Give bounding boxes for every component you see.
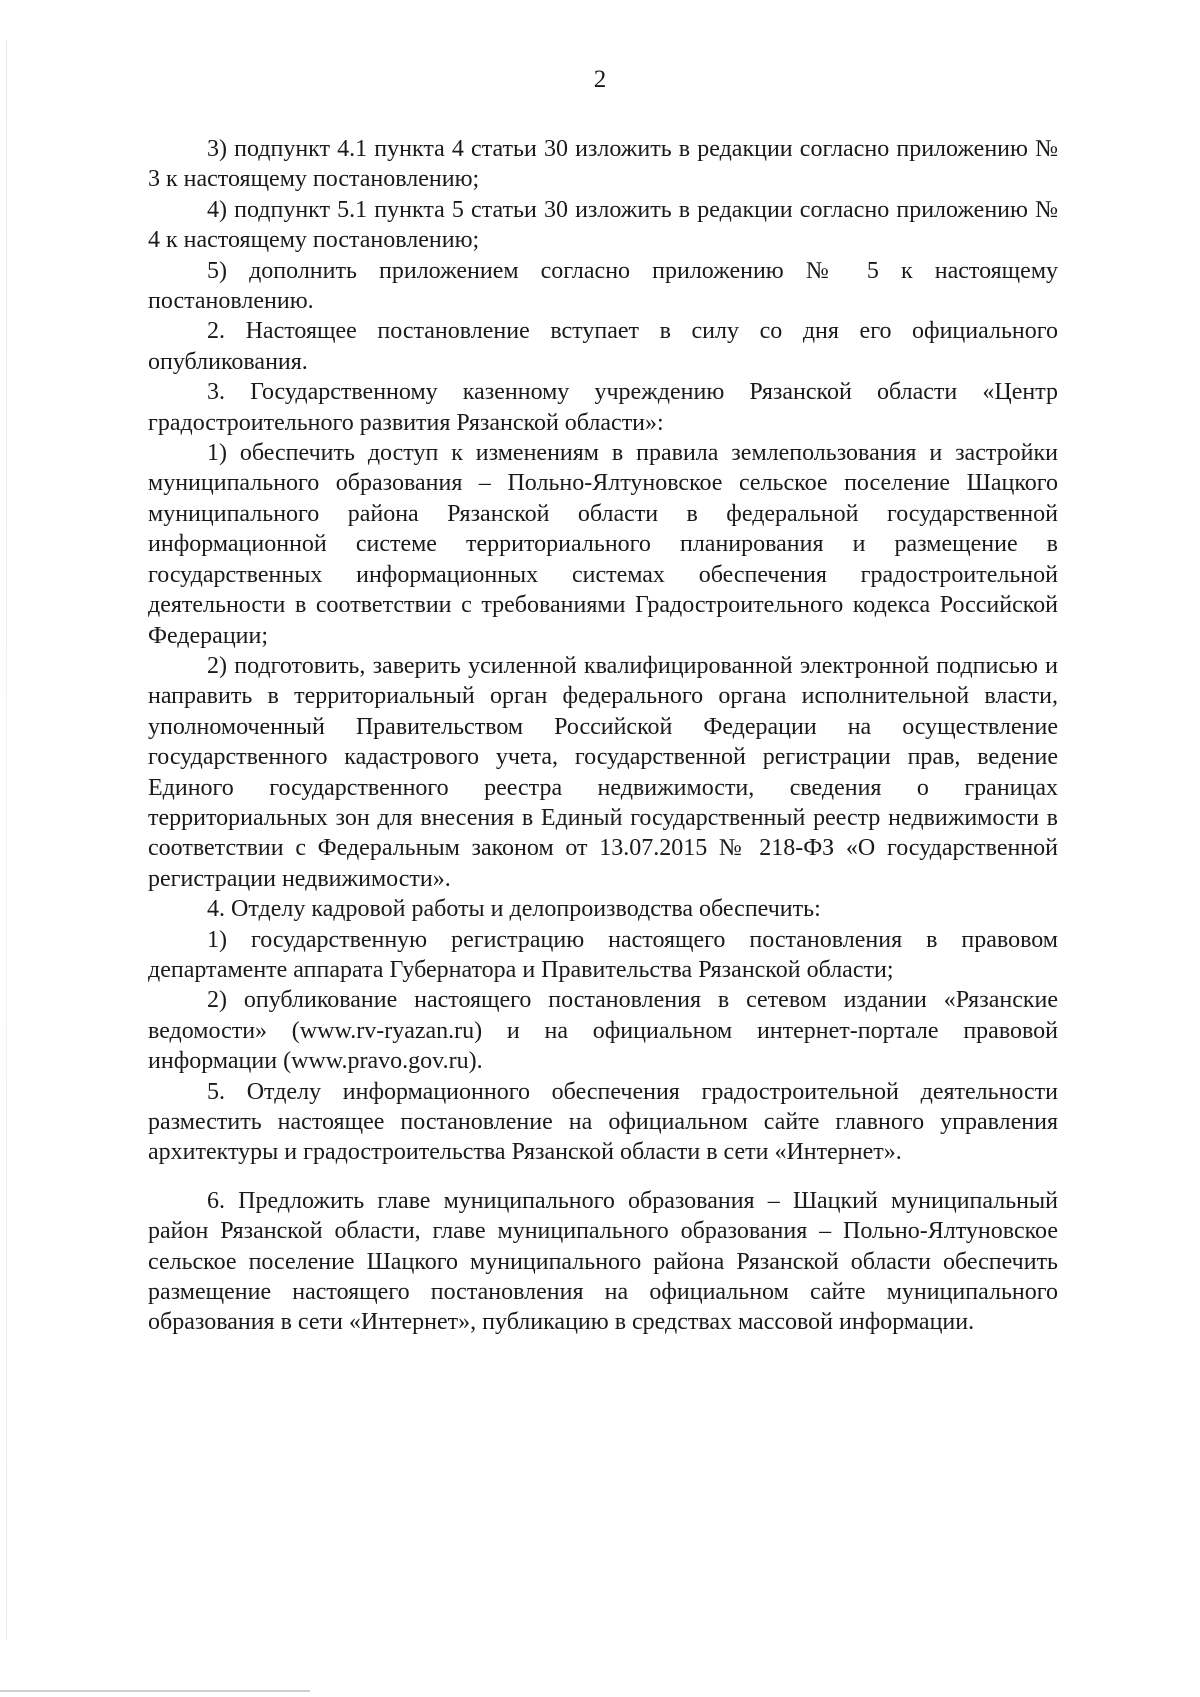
paragraph-3: 3. Государственному казенному учреждению Рязанской области «Центр градостроительного развития Рязанской области»: <box>148 379 1058 436</box>
paragraph-item-5: 5) дополнить приложением согласно приложению № 5 к настоящему постановлению. <box>148 257 1058 315</box>
paragraph-4: 4. Отделу кадровой работы и делопроизводства обеспечить: <box>207 896 821 923</box>
bottom-scan-line <box>0 1690 310 1692</box>
scan-edge-shadow <box>6 40 7 1640</box>
paragraph-4-item-2: 2) опубликование настоящего постановления в сетевом издании «Рязанские ведомости» (www.rv-ryazan.ru) и на официальном интернет-портале правовой информации (www.pravo.gov.ru). <box>148 987 1058 1075</box>
paragraph-3-item-1: 1) обеспечить доступ к изменениям в правила землепользования и застройки муниципального образования – Польно-Ялтуновское сельское поселение Шацкого муниципального района Рязанской области в федеральной государственной информационной системе территориального планирования и размещение в государственных информационных системах обеспечения градостроительной деятельности в соответствии с требованиями Градостроительного кодекса Российской Федерации; <box>148 440 1058 649</box>
paragraph-2: 2. Настоящее постановление вступает в силу со дня его официального опубликования. <box>148 318 1058 375</box>
paragraph-item-4: 4) подпункт 5.1 пункта 5 статьи 30 изложить в редакции согласно приложению № 4 к настоящему постановлению; <box>148 196 1058 254</box>
page-number: 2 <box>593 66 607 93</box>
paragraph-3-item-2: 2) подготовить, заверить усиленной квалифицированной электронной подписью и направить в территориальный орган федерального органа исполнительной власти, уполномоченный Правительством Российской Федерации на осуществление государственного кадастрового учета, государственной регистрации прав, ведение Единого государственного реестра недвижимости, сведения о границах территориальных зон для внесения в Единый государственный реестр недвижимости в соответствии с Федеральным законом от 13.07.2015 № 218-ФЗ «О государственной регистрации недвижимости». <box>148 652 1058 892</box>
paragraph-4-item-1: 1) государственную регистрацию настоящего постановления в правовом департаменте аппарата Губернатора и Правительства Рязанской области; <box>148 926 1058 983</box>
paragraph-6: 6. Предложить главе муниципального образования – Шацкий муниципальный район Рязанской области, главе муниципального образования – Польно-Ялтуновское сельское поселение Шацкого муниципального района Рязанской области обеспечить размещение настоящего постановления на официальном сайте муниципального образования в сети «Интернет», публикацию в средствах массовой информации. <box>148 1187 1058 1336</box>
paragraph-5: 5. Отделу информационного обеспечения градостроительной деятельности разместить настоящее постановление на официальном сайте главного управления архитектуры и градостроительства Рязанской области в сети «Интернет». <box>148 1078 1058 1166</box>
paragraph-item-3: 3) подпункт 4.1 пункта 4 статьи 30 изложить в редакции согласно приложению № 3 к настоящему постановлению; <box>148 136 1058 193</box>
document-body <box>148 134 1058 1338</box>
